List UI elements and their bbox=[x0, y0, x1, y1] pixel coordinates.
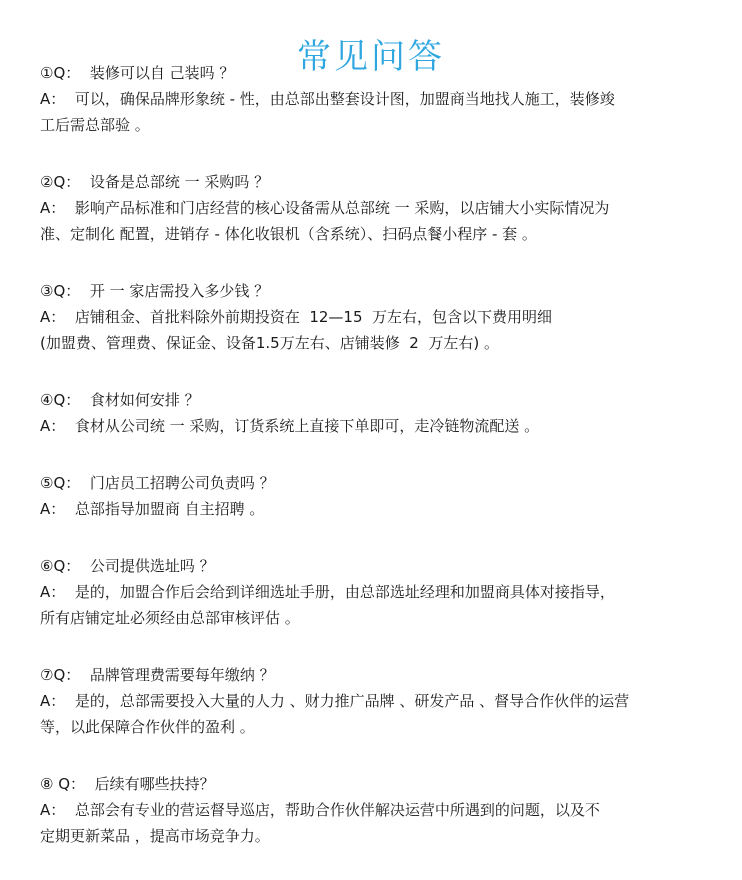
answer-text: 是的，总部需要投入大量的人力 、财力推广品牌 、研发产品 、督导合作伙伴的运营 bbox=[74, 692, 630, 710]
question-label: ④Q： bbox=[40, 391, 81, 409]
faq-question-line bbox=[40, 662, 700, 688]
faq-answer-line bbox=[40, 86, 700, 112]
answer-text: 总部指导加盟商 自主招聘 。 bbox=[74, 500, 265, 518]
question-text: 开 一 家店需投入多少钱 ？ bbox=[89, 282, 270, 300]
question-label: ⑧ Q： bbox=[40, 775, 86, 793]
question-label: ①Q： bbox=[40, 64, 81, 82]
answer-label: A： bbox=[40, 417, 66, 435]
faq-question-line bbox=[40, 387, 700, 413]
answer-label: A： bbox=[40, 500, 66, 518]
answer-text: 等，以此保障合作伙伴的盈利 。 bbox=[40, 718, 255, 736]
question-text: 食材如何安排 ？ bbox=[89, 391, 200, 409]
faq-answer-line bbox=[40, 496, 700, 522]
answer-text: 准、定制化 配置，进销存 - 体化收银机（含系统）、扫码点餐小程序 - 套 。 bbox=[40, 225, 537, 243]
faq-item bbox=[40, 169, 700, 247]
answer-text: (加盟费、管理费、保证金、设备1.5万左右、店铺装修 2 万左右) 。 bbox=[40, 334, 499, 352]
answer-text: 店铺租金、首批料除外前期投资在 12—15 万左右，包含以下费用明细 bbox=[74, 308, 553, 326]
question-label: ⑥Q： bbox=[40, 557, 81, 575]
question-label: ③Q： bbox=[40, 282, 81, 300]
question-label: ②Q： bbox=[40, 173, 81, 191]
faq-item bbox=[40, 387, 700, 439]
question-text: 品牌管理费需要每年缴纳 ？ bbox=[89, 666, 275, 684]
faq-item bbox=[40, 470, 700, 522]
question-label: ⑤Q： bbox=[40, 474, 81, 492]
answer-text: 食材从公司统 一 采购，订货系统上直接下单即可，走冷链物流配送 。 bbox=[74, 417, 540, 435]
question-text: 门店员工招聘公司负责吗 ？ bbox=[89, 474, 275, 492]
faq-item bbox=[40, 278, 700, 356]
faq-list bbox=[40, 60, 700, 880]
page-title: 常见问答 bbox=[297, 36, 445, 77]
answer-label: A： bbox=[40, 801, 66, 819]
faq-question-line bbox=[40, 169, 700, 195]
faq-question-line bbox=[40, 60, 700, 86]
faq-answer-line bbox=[40, 797, 700, 823]
faq-item bbox=[40, 60, 700, 138]
faq-answer-line bbox=[40, 221, 700, 247]
question-text: 装修可以自 己装吗 ？ bbox=[89, 64, 235, 82]
faq-answer-line bbox=[40, 112, 700, 138]
faq-item bbox=[40, 553, 700, 631]
question-text: 公司提供选址吗 ？ bbox=[89, 557, 215, 575]
faq-answer-line bbox=[40, 823, 700, 849]
answer-text: 是的，加盟合作后会给到详细选址手册，由总部选址经理和加盟商具体对接指导， bbox=[74, 583, 615, 601]
faq-answer-line bbox=[40, 605, 700, 631]
faq-answer-line bbox=[40, 195, 700, 221]
question-text: 后续有哪些扶持？ bbox=[94, 775, 215, 793]
faq-question-line bbox=[40, 553, 700, 579]
faq-answer-line bbox=[40, 413, 700, 439]
faq-question-line bbox=[40, 470, 700, 496]
answer-label: A： bbox=[40, 308, 66, 326]
faq-question-line bbox=[40, 771, 700, 797]
answer-label: A： bbox=[40, 90, 66, 108]
faq-item bbox=[40, 771, 700, 849]
faq-question-line bbox=[40, 278, 700, 304]
answer-label: A： bbox=[40, 583, 66, 601]
faq-answer-line bbox=[40, 688, 700, 714]
answer-text: 定期更新菜品 ，提高市场竞争力。 bbox=[40, 827, 270, 845]
answer-label: A： bbox=[40, 692, 66, 710]
faq-answer-line bbox=[40, 579, 700, 605]
faq-answer-line bbox=[40, 714, 700, 740]
faq-item bbox=[40, 662, 700, 740]
answer-text: 工后需总部验 。 bbox=[40, 116, 150, 134]
answer-text: 所有店铺定址必须经由总部审核评估 。 bbox=[40, 609, 300, 627]
answer-text: 影响产品标准和门店经营的核心设备需从总部统 一 采购，以店铺大小实际情况为 bbox=[74, 199, 610, 217]
answer-text: 总部会有专业的营运督导巡店，帮助合作伙伴解决运营中所遇到的问题，以及不 bbox=[74, 801, 600, 819]
faq-answer-line bbox=[40, 330, 700, 356]
question-label: ⑦Q： bbox=[40, 666, 81, 684]
answer-text: 可以，确保品牌形象统 - 性，由总部出整套设计图，加盟商当地找人施工，装修竣 bbox=[74, 90, 615, 108]
answer-label: A： bbox=[40, 199, 66, 217]
question-text: 设备是总部统 一 采购吗 ？ bbox=[89, 173, 270, 191]
faq-answer-line bbox=[40, 304, 700, 330]
